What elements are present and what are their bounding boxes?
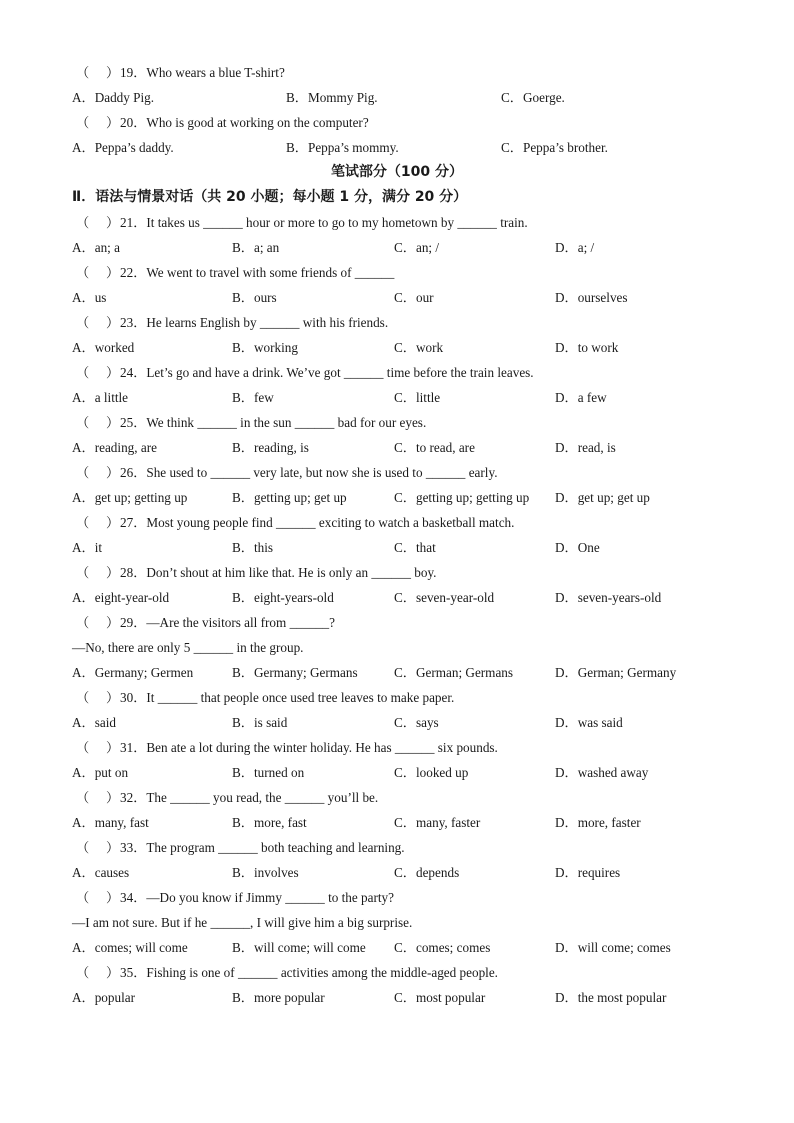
answer-paren-close: ） [106,415,120,430]
question-34 [72,885,722,910]
question-text: 32．The ______ you read, the ______ you’ll be. [120,790,379,805]
option-c: C．to read, are [394,440,475,455]
options-26 [72,485,722,510]
options-21 [72,235,722,260]
answer-paren-open: （ [76,65,90,80]
dialog-reply-29: —No, there are only 5 ______ in the group. [72,640,304,655]
answer-paren-close: ） [106,965,120,980]
question-text: 33．The program ______ both teaching and learning. [120,840,405,855]
answer-paren-close: ） [106,565,120,580]
question-text: 21．It takes us ______ hour or more to go to my hometown by ______ train. [120,215,528,230]
answer-paren-close: ） [106,740,120,755]
options-30 [72,710,722,735]
answer-paren-close: ） [106,115,120,130]
question-30 [72,685,722,710]
answer-paren-close: ） [106,65,120,80]
answer-paren-close: ） [106,690,120,705]
answer-paren-open: （ [76,265,90,280]
question-text: 29．—Are the visitors all from ______? [120,615,335,630]
option-c: C．Goerge. [501,90,565,105]
option-a: A．it [72,540,103,555]
option-b: B．ours [232,290,277,305]
option-b: B．Peppa’s mommy. [286,140,399,155]
options-32 [72,810,722,835]
question-32 [72,785,722,810]
option-d: D．the most popular [555,990,667,1005]
question-24 [72,360,722,385]
option-b: B．more, fast [232,815,307,830]
options-31 [72,760,722,785]
answer-paren-close: ） [106,840,120,855]
answer-paren-close: ） [106,215,120,230]
option-a: A．worked [72,340,135,355]
option-d: D．read, is [555,440,616,455]
option-b: B．a; an [232,240,280,255]
option-b: B．eight-years-old [232,590,334,605]
option-a: A．Daddy Pig. [72,90,155,105]
option-c: C．German; Germans [394,665,514,680]
option-b: B．working [232,340,298,355]
option-d: D．requires [555,865,621,880]
options-24 [72,385,722,410]
answer-paren-open: （ [76,565,90,580]
answer-paren-close: ） [106,615,120,630]
answer-paren-open: （ [76,965,90,980]
options-35 [72,985,722,1010]
option-d: D．washed away [555,765,649,780]
question-text: 26．She used to ______ very late, but now she is used to ______ early. [120,465,498,480]
option-a: A．Germany; Germen [72,665,194,680]
option-b: B．will come; will come [232,940,366,955]
option-a: A．many, fast [72,815,149,830]
options-22 [72,285,722,310]
question-text: 35．Fishing is one of ______ activities among the middle-aged people. [120,965,498,980]
option-c: C．that [394,540,436,555]
option-b: B．Germany; Germans [232,665,358,680]
option-c: C．comes; comes [394,940,491,955]
answer-paren-open: （ [76,315,90,330]
answer-paren-open: （ [76,690,90,705]
answer-paren-close: ） [106,465,120,480]
option-b: B．is said [232,715,288,730]
question-text: 28．Don’t shout at him like that. He is only an ______ boy. [120,565,437,580]
question-27 [72,510,722,535]
option-a: A．Peppa’s daddy. [72,140,174,155]
answer-paren-open: （ [76,740,90,755]
option-d: D．One [555,540,600,555]
option-b: B．reading, is [232,440,309,455]
option-d: D．a; / [555,240,595,255]
question-text: 22．We went to travel with some friends of ______ [120,265,395,280]
question-text: 20．Who is good at working on the computer? [120,115,369,130]
question-26 [72,460,722,485]
option-b: B．few [232,390,274,405]
question-text: 31．Ben ate a lot during the winter holiday. He has ______ six pounds. [120,740,498,755]
option-d: D．to work [555,340,619,355]
options-20 [72,135,722,160]
answer-paren-open: （ [76,890,90,905]
option-d: D．more, faster [555,815,641,830]
option-d: D．ourselves [555,290,628,305]
answer-paren-close: ） [106,265,120,280]
question-28 [72,560,722,585]
question-20 [72,110,722,135]
answer-paren-open: （ [76,365,90,380]
option-d: D．was said [555,715,623,730]
option-c: C．seven-year-old [394,590,495,605]
question-21 [72,210,722,235]
options-27 [72,535,722,560]
option-d: D．seven-years-old [555,590,662,605]
option-b: B．getting up; get up [232,490,347,505]
section-heading: Ⅱ．语法与情景对话（共 20 小题；每小题 1 分，满分 20 分） [72,189,468,205]
question-31 [72,735,722,760]
option-b: B．Mommy Pig. [286,90,378,105]
option-b: B．more popular [232,990,325,1005]
option-c: C．Peppa’s brother. [501,140,608,155]
answer-paren-close: ） [106,890,120,905]
options-19 [72,85,722,110]
answer-paren-open: （ [76,515,90,530]
option-a: A．said [72,715,116,730]
answer-paren-open: （ [76,215,90,230]
answer-paren-close: ） [106,790,120,805]
question-29 [72,610,722,635]
answer-paren-open: （ [76,465,90,480]
question-35 [72,960,722,985]
options-23 [72,335,722,360]
option-d: D．get up; get up [555,490,650,505]
options-28 [72,585,722,610]
answer-paren-close: ） [106,515,120,530]
option-a: A．get up; getting up [72,490,188,505]
option-d: D．a few [555,390,607,405]
option-a: A．causes [72,865,130,880]
option-b: B．this [232,540,274,555]
option-c: C．depends [394,865,460,880]
question-text: 23．He learns English by ______ with his friends. [120,315,389,330]
option-c: C．our [394,290,434,305]
question-22 [72,260,722,285]
option-c: C．little [394,390,441,405]
answer-paren-open: （ [76,415,90,430]
option-c: C．getting up; getting up [394,490,530,505]
option-a: A．eight-year-old [72,590,170,605]
option-d: D．German; Germany [555,665,677,680]
options-29 [72,660,722,685]
question-23 [72,310,722,335]
option-c: C．work [394,340,444,355]
option-c: C．an; / [394,240,440,255]
question-text: 19．Who wears a blue T-shirt? [120,65,285,80]
section-title: 笔试部分（100 分） [330,164,464,180]
answer-paren-open: （ [76,790,90,805]
option-a: A．an; a [72,240,120,255]
option-a: A．a little [72,390,129,405]
answer-paren-close: ） [106,315,120,330]
dialog-reply-34: —I am not sure. But if he ______, I will give him a big surprise. [72,915,413,930]
option-c: C．looked up [394,765,469,780]
options-34 [72,935,722,960]
question-33 [72,835,722,860]
option-a: A．popular [72,990,135,1005]
options-25 [72,435,722,460]
question-text: 24．Let’s go and have a drink. We’ve got ______ time before the train leaves. [120,365,534,380]
answer-paren-open: （ [76,115,90,130]
option-a: A．comes; will come [72,940,188,955]
answer-paren-open: （ [76,840,90,855]
option-b: B．turned on [232,765,305,780]
option-b: B．involves [232,865,299,880]
option-c: C．says [394,715,439,730]
answer-paren-close: ） [106,365,120,380]
question-19 [72,60,722,85]
question-25 [72,410,722,435]
option-a: A．reading, are [72,440,157,455]
answer-paren-open: （ [76,615,90,630]
options-33 [72,860,722,885]
question-text: 27．Most young people find ______ exciting to watch a basketball match. [120,515,515,530]
question-text: 30．It ______ that people once used tree leaves to make paper. [120,690,455,705]
option-c: C．most popular [394,990,486,1005]
question-text: 25．We think ______ in the sun ______ bad for our eyes. [120,415,427,430]
question-text: 34．—Do you know if Jimmy ______ to the party? [120,890,394,905]
option-c: C．many, faster [394,815,481,830]
option-a: A．put on [72,765,129,780]
option-a: A．us [72,290,107,305]
option-d: D．will come; comes [555,940,671,955]
